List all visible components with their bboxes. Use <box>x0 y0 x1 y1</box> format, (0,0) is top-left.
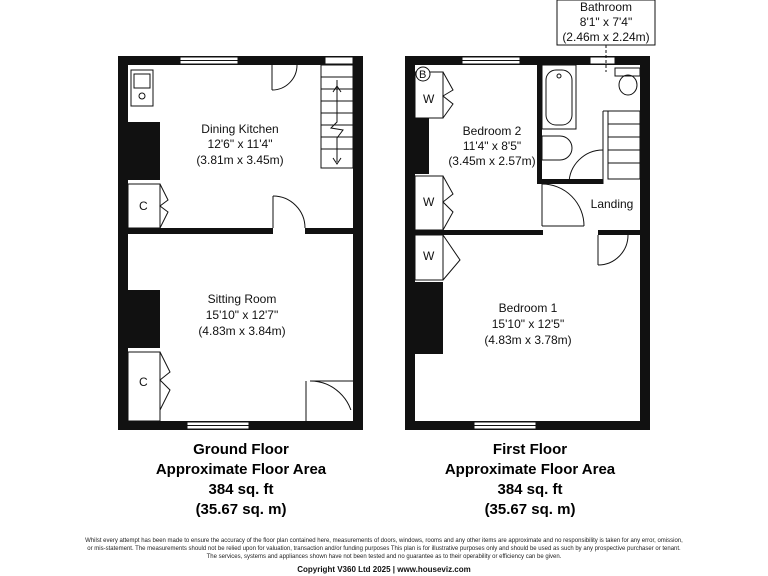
bathroom-imperial: 8'1" x 7'4" <box>579 15 633 29</box>
bedroom-2-name: Bedroom 2 <box>462 124 522 138</box>
sitting-room-metric: (4.83m x 3.84m) <box>198 324 286 338</box>
dining-kitchen-imperial: 12'6" x 11'4" <box>207 137 273 151</box>
bathroom-fittings <box>542 65 640 160</box>
bedroom-2-metric: (3.45m x 2.57m) <box>448 154 536 168</box>
dining-kitchen-metric: (3.81m x 3.45m) <box>196 153 284 167</box>
first-floor-area-sqm: (35.67 sq. m) <box>484 501 576 518</box>
ground-floor-plan <box>118 56 363 430</box>
ground-floor-area-title: Approximate Floor Area <box>155 461 327 478</box>
kitchen-sink <box>131 70 153 106</box>
ground-floor-area-sqft: 384 sq. ft <box>208 481 274 498</box>
cupboard-label: C <box>139 375 148 389</box>
disclaimer <box>14 537 754 561</box>
bedroom-2-imperial: 11'4" x 8'5" <box>462 139 522 153</box>
ground-floor-walls <box>118 56 363 430</box>
bedroom-1-imperial: 15'10" x 12'5" <box>491 317 565 331</box>
first-floor-plan <box>405 56 650 430</box>
sitting-room-name: Sitting Room <box>207 292 277 306</box>
landing-name: Landing <box>590 197 634 211</box>
boiler-label: B <box>419 69 427 81</box>
ground-floor-area-sqm: (35.67 sq. m) <box>195 501 287 518</box>
wardrobe-label: W <box>423 92 435 106</box>
copyright: Copyright V360 Ltd 2025 | www.houseviz.com <box>297 565 471 574</box>
first-floor-area <box>390 440 670 520</box>
ground-floor-area <box>101 440 381 520</box>
first-floor-walls <box>405 56 650 430</box>
first-floor-title: First Floor <box>492 441 568 458</box>
ground-floor-stairs <box>321 65 353 168</box>
bedroom-1-metric: (4.83m x 3.78m) <box>484 333 572 347</box>
disclaimer-line-2: or mis-statement. The measurements should not be relied upon for valuation, transaction and/or funding purposes This plan is for illustrative purposes only and should be used as such by any prospective purchaser or tenant. <box>87 546 681 552</box>
sitting-room-imperial: 15'10" x 12'7" <box>205 308 279 322</box>
cupboard-label: C <box>139 199 148 213</box>
first-floor-area-sqft: 384 sq. ft <box>497 481 563 498</box>
bedroom-1-name: Bedroom 1 <box>498 301 558 315</box>
first-floor-stairs <box>603 111 640 179</box>
disclaimer-line-1: Whilst every attempt has been made to ensure the accuracy of the floor plan contained here, measurements of doors, windows, rooms and any other items are approximate and no responsibility is taken for any error, omission, <box>85 538 683 544</box>
bathroom-metric: (2.46m x 2.24m) <box>562 30 650 44</box>
wardrobes <box>415 72 460 280</box>
ground-floor-doors <box>272 65 353 421</box>
wardrobe-label: W <box>423 249 435 263</box>
bathroom-name: Bathroom <box>579 0 633 14</box>
dining-kitchen-name: Dining Kitchen <box>201 122 279 136</box>
disclaimer-line-3: The services, systems and appliances shown have not been tested and no guarantee as to their operability or efficiency can be given. <box>206 554 562 560</box>
first-floor-area-title: Approximate Floor Area <box>444 461 616 478</box>
ground-floor-title: Ground Floor <box>193 441 289 458</box>
wardrobe-label: W <box>423 195 435 209</box>
